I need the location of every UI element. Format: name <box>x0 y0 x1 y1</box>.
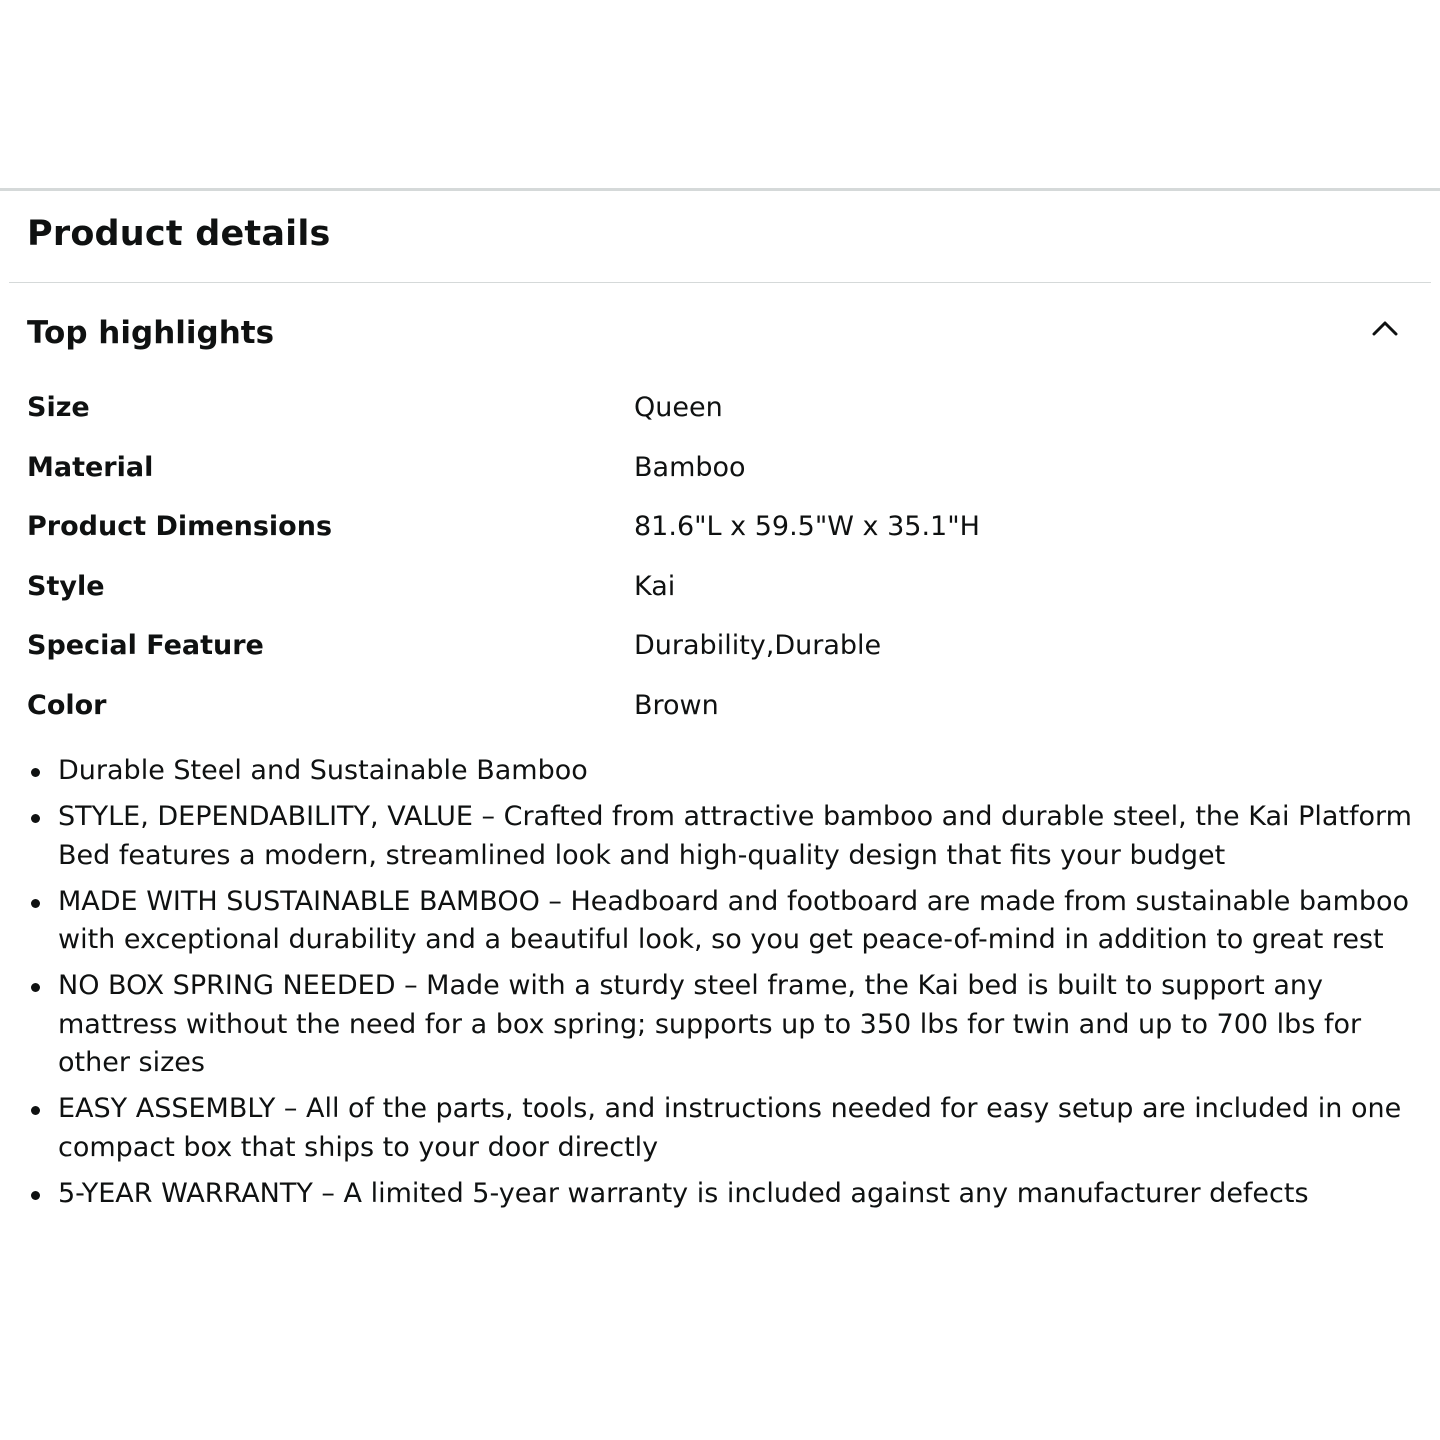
bullet-dot-icon <box>31 983 40 992</box>
spec-key: Material <box>27 451 154 483</box>
feature-bullet <box>58 883 1418 960</box>
feature-bullet <box>58 1090 1418 1167</box>
spec-value: Queen <box>634 392 723 423</box>
spec-row-special-feature <box>27 616 1407 676</box>
top-highlights-title: Top highlights <box>27 315 275 351</box>
spec-value: 81.6"L x 59.5"W x 35.1"H <box>634 511 980 543</box>
chevron-up-icon[interactable] <box>1369 314 1401 340</box>
bullet-dot-icon <box>31 1191 40 1200</box>
spec-row-material <box>27 438 1407 498</box>
bullet-dot-icon <box>31 1106 40 1115</box>
feature-bullet-text: 5-YEAR WARRANTY – A limited 5-year warranty is included against any manufacturer defects <box>58 1177 1309 1209</box>
section-divider <box>9 282 1431 283</box>
spec-key: Style <box>27 570 105 602</box>
spec-row-color <box>27 676 1407 736</box>
spec-value: Kai <box>634 570 676 602</box>
feature-bullet <box>58 967 1418 1083</box>
feature-bullet-text: MADE WITH SUSTAINABLE BAMBOO – Headboard and footboard are made from sustainable bamboo with exceptional durability and a beautiful look, so you get peace-of-mind in addition to great rest <box>58 885 1410 955</box>
bullet-dot-icon <box>31 814 40 823</box>
feature-bullet <box>58 798 1418 875</box>
feature-bullet <box>58 752 1418 791</box>
bullet-dot-icon <box>31 768 40 777</box>
spec-value: Durability,Durable <box>634 630 882 662</box>
feature-bullet-text: STYLE, DEPENDABILITY, VALUE – Crafted from attractive bamboo and durable steel, the Kai Platform Bed features a modern, streamlined look and high-quality design that fits your budget <box>58 801 1412 871</box>
spec-value: Bamboo <box>634 451 746 483</box>
spec-key: Special Feature <box>27 630 264 662</box>
feature-bullet-list <box>58 752 1418 1221</box>
spec-key: Product Dimensions <box>27 511 333 543</box>
spec-key: Color <box>27 689 107 721</box>
feature-bullet <box>58 1175 1418 1214</box>
spec-table <box>27 378 1407 736</box>
spec-row-dimensions <box>27 497 1407 557</box>
spec-value: Brown <box>634 689 719 721</box>
spec-row-size <box>27 378 1407 438</box>
spec-row-style <box>27 557 1407 617</box>
feature-bullet-text: Durable Steel and Sustainable Bamboo <box>58 755 588 786</box>
top-highlights-toggle[interactable] <box>0 300 1440 366</box>
bullet-dot-icon <box>31 899 40 908</box>
spec-key: Size <box>27 392 90 423</box>
feature-bullet-text: NO BOX SPRING NEEDED – Made with a sturdy steel frame, the Kai bed is built to support any mattress without the need for a box spring; supports up to 350 lbs for twin and up to 700 lbs for other sizes <box>58 970 1362 1078</box>
top-divider <box>0 188 1440 191</box>
section-title: Product details <box>27 214 331 254</box>
feature-bullet-text: EASY ASSEMBLY – All of the parts, tools, and instructions needed for easy setup are included in one compact box that ships to your door directly <box>58 1093 1402 1163</box>
